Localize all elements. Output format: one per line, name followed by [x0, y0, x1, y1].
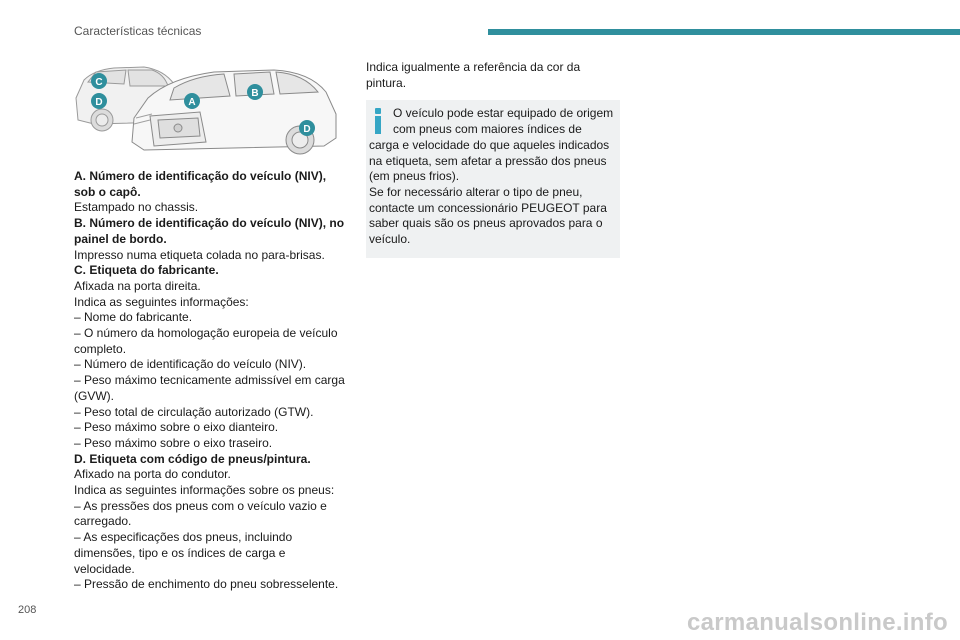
car-illustration-svg — [74, 58, 340, 160]
paragraph: Indica as seguintes informações sobre os pneus: — [74, 483, 335, 498]
list-item: – As pressões dos pneus com o veículo vazio e carregado. — [74, 498, 327, 529]
paragraph: Afixado na porta do condutor. — [74, 467, 231, 482]
left-column-text — [74, 169, 346, 593]
list-item: – Peso máximo sobre o eixo dianteiro. — [74, 420, 279, 435]
right-column-text — [366, 60, 620, 258]
header-accent-bar — [488, 29, 960, 35]
list-item: – Número de identificação do veículo (NIV). — [74, 357, 307, 372]
heading-d: D. Etiqueta com código de pneus/pintura. — [74, 451, 311, 466]
list-item: – Pressão de enchimento do pneu sobresselente. — [74, 577, 339, 592]
heading-c: C. Etiqueta do fabricante. — [74, 263, 219, 278]
list-item: – O número da homologação europeia de veículo completo. — [74, 326, 338, 356]
paragraph: Impresso numa etiqueta colada no para-brisas. — [74, 247, 325, 262]
section-title: Características técnicas — [74, 24, 202, 38]
watermark: carmanualsonline.info — [686, 609, 948, 636]
label-d-right: D — [303, 124, 311, 135]
vehicle-illustration — [74, 58, 340, 160]
page-number: 208 — [18, 604, 37, 616]
heading-a: A. Número de identificação do veículo (NIV), sob o capô. — [74, 169, 327, 199]
label-c: C — [95, 77, 103, 88]
list-item: – As especificações dos pneus, incluindo dimensões, tipo e os índices de carga e velocidade. — [74, 530, 293, 576]
label-d-left: D — [95, 97, 103, 108]
list-item: – Peso total de circulação autorizado (GTW). — [74, 404, 314, 419]
note-text: O veículo pode estar equipado de origem com pneus com maiores índices de carga e velocidade do que aqueles indicados na etiqueta, sem afetar a pressão dos pneus (em pneus frios). — [369, 106, 614, 184]
paint-reference-text: Indica igualmente a referência da cor da pintura. — [366, 60, 581, 90]
heading-b: B. Número de identificação do veículo (NIV), no painel de bordo. — [74, 216, 345, 246]
paragraph: Estampado no chassis. — [74, 200, 199, 215]
list-item: – Peso máximo sobre o eixo traseiro. — [74, 435, 273, 450]
label-b: B — [251, 88, 259, 99]
note-text-2: Se for necessário alterar o tipo de pneu, contacte um concessionário PEUGEOT para saber quais são os pneus aprovados para o veículo. — [369, 184, 607, 247]
paragraph: Indica as seguintes informações: — [74, 294, 249, 309]
info-icon — [371, 108, 385, 134]
paragraph: Afixada na porta direita. — [74, 278, 201, 293]
list-item: – Nome do fabricante. — [74, 310, 193, 325]
list-item: – Peso máximo tecnicamente admissível em carga (GVW). — [74, 373, 345, 403]
info-note-box — [366, 100, 620, 257]
label-a: A — [188, 97, 196, 108]
